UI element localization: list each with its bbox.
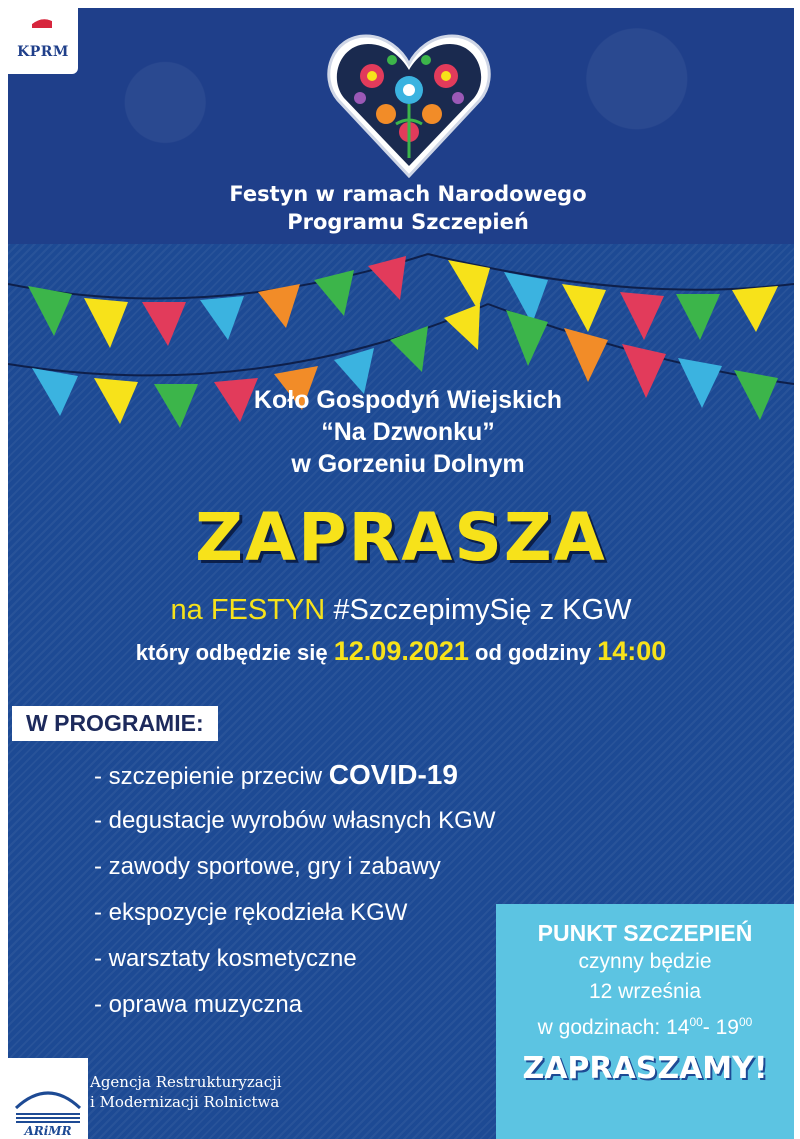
main-panel [8,244,794,1139]
festyn-line [8,594,794,627]
program-item-5: - warsztaty kosmetyczne [94,945,357,972]
date-pre: który odbędzie się [135,640,328,665]
header-band [8,8,794,244]
header-title-line1: Festyn w ramach Narodowego [229,182,587,206]
organizer-line1: Koło Gospodyń Wiejskich [253,386,563,414]
program-item-6: - oprawa muzyczna [94,991,303,1018]
program-item-4: - ekspozycje rękodzieła KGW [94,899,408,926]
hours-sup2: 00 [738,1015,753,1029]
folk-heart-icon [326,28,492,178]
organizer-line2: “Na Dzwonku” [321,418,495,446]
arimr-logo [8,1058,88,1139]
arimr-name [90,1072,282,1112]
polish-flag-icon [32,18,52,28]
vaccination-point-line1: czynny będzie [578,950,712,973]
program-item-1-emphasis: COVID-19 [328,759,458,790]
kprm-logo-text: KPRM [17,44,69,60]
festyn-prefix: na FESTYN [170,594,326,626]
date-mid: od godziny [475,640,592,665]
program-item-2: - degustacje wyrobów własnych KGW [94,807,496,834]
kprm-logo [8,8,78,74]
program-item-3: - zawody sportowe, gry i zabawy [94,853,441,880]
vaccination-point-title: PUNKT SZCZEPIEŃ [537,920,753,946]
header-title-line2: Programu Szczepień [287,210,529,234]
hours-sup1: 00 [689,1015,703,1029]
vaccination-point-line2: 12 września [588,980,702,1003]
header-title [108,180,708,236]
arimr-line1: Agencja Restrukturyzacji [90,1073,282,1091]
invite-headline: ZAPRASZA [195,499,607,576]
vaccination-point-cta: ZAPRASZAMY! [522,1051,768,1086]
vaccination-point-box [496,904,794,1139]
arimr-line2: i Modernizacji Rolnictwa [90,1093,280,1111]
date-line [8,636,794,667]
program-item-1 [94,752,495,798]
festyn-hashtag: #SzczepimySię z KGW [333,594,632,626]
hours-pre: w godzinach: 14 [537,1016,690,1039]
event-time: 14:00 [597,636,667,666]
event-date: 12.09.2021 [333,636,469,666]
program-list [94,752,495,1028]
vaccination-point-hours [496,1007,794,1043]
arimr-logo-text: ARiMR [24,1124,72,1138]
program-item-1-text: - szczepienie przeciw [94,763,323,790]
organizer-name [108,384,708,480]
hours-mid: - 19 [702,1016,739,1039]
program-heading: W PROGRAMIE: [12,706,218,741]
arimr-logo-icon [8,1058,88,1139]
organizer-line3: w Gorzeniu Dolnym [291,450,525,478]
